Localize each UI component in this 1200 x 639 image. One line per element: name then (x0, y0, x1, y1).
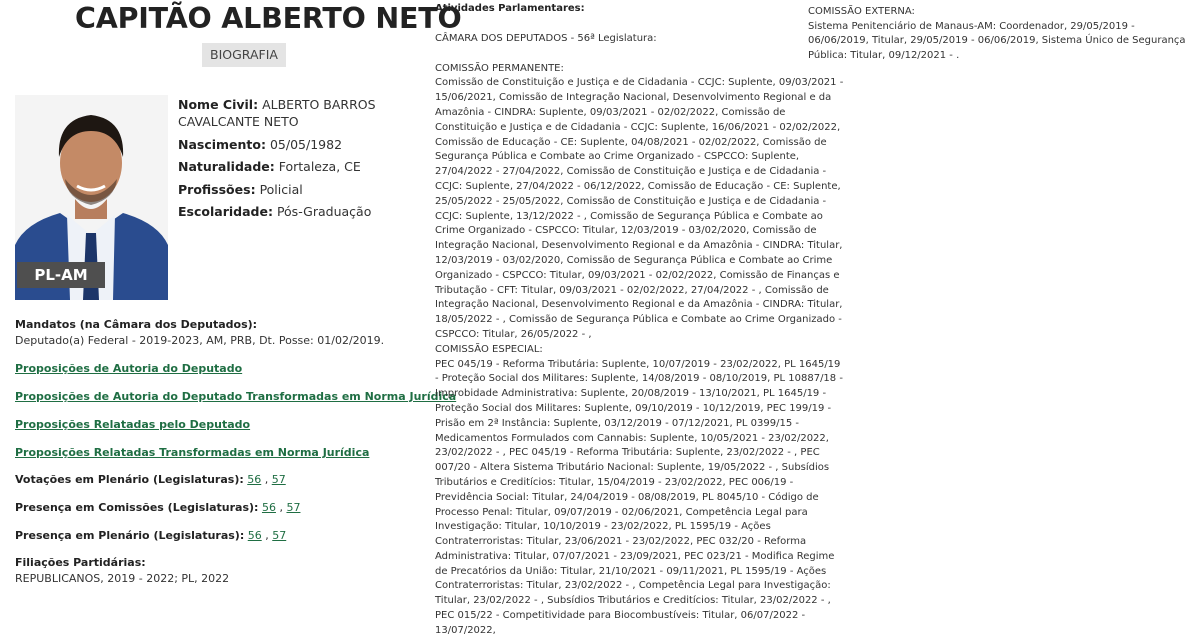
biografia-badge: BIOGRAFIA (202, 43, 286, 67)
camara-legislatura: CÂMARA DOS DEPUTADOS - 56ª Legislatura: (435, 32, 657, 44)
comissao-externa-text: Sistema Penitenciário de Manaus-AM: Coordenador, 29/05/2019 - 06/06/2019, Titular, 29/05/2019 - 06/06/2019, Sistema Único de Segurança Pública: Titular, 09/12/2021 - . (808, 20, 1186, 61)
comissao-permanente-label: COMISSÃO PERMANENTE: (435, 62, 564, 74)
personal-info (178, 96, 423, 226)
link-proposicoes-autoria-norma[interactable]: Proposições de Autoria do Deputado Transformadas em Norma Jurídica (15, 390, 457, 403)
mandatos-value: Deputado(a) Federal - 2019-2023, AM, PRB, Dt. Posse: 01/02/2019. (15, 334, 385, 347)
presenca-plenario-label: Presença em Plenário (Legislaturas): (15, 529, 245, 542)
presenca-plenario-link-57[interactable]: 57 (272, 529, 287, 542)
votacoes-link-56[interactable]: 56 (247, 473, 262, 486)
filiacoes-label: Filiações Partidárias: (15, 556, 146, 569)
presenca-comissoes-label: Presença em Comissões (Legislaturas): (15, 501, 259, 514)
nome-civil-value: ALBERTO BARROS CAVALCANTE NETO (178, 97, 376, 129)
profissoes-label: Profissões: (178, 181, 256, 197)
presenca-plenario-row: Presença em Plenário (Legislaturas): 56 , 57 (15, 529, 287, 542)
nascimento-value: 05/05/1982 (269, 136, 343, 152)
comissao-externa-section (808, 5, 1193, 63)
link-proposicoes-autoria[interactable]: Proposições de Autoria do Deputado (15, 362, 243, 375)
naturalidade-label: Naturalidade: (178, 159, 275, 174)
link-proposicoes-relatadas[interactable]: Proposições Relatadas pelo Deputado (15, 418, 251, 431)
presenca-comissoes-link-57[interactable]: 57 (286, 501, 301, 514)
nascimento-label: Nascimento: (178, 136, 266, 152)
presenca-comissoes-row: Presença em Comissões (Legislaturas): 56 , 57 (15, 501, 301, 514)
comissao-externa-label: COMISSÃO EXTERNA: (808, 6, 915, 17)
deputy-name: CAPITÃO ALBERTO NETO (75, 2, 462, 35)
atividades-title: Atividades Parlamentares: (435, 3, 585, 14)
comissao-especial-label: COMISSÃO ESPECIAL: (435, 343, 543, 355)
escolaridade-value: Pós-Graduação (276, 204, 372, 219)
comissao-permanente-text: Comissão de Constituição e Justiça e de Cidadania - CCJC: Suplente, 09/03/2021 - 15/06/2021, Comissão de Integração Nacional, Desenvolvimento Regional e da Amazônia - CINDRA: Suplente, 09/03/2021 - 02/02/2022, Comissão de Constituição e Justiça e de Cidadania - CCJC: Suplente, 16/06/2021 - 02/02/2022, Comissão de Educação - CE: Suplente, 04/08/2021 - 02/02/2022, Comissão de Segurança Pública e Combate ao Crime Organizado - CSPCCO: Suplente, 27/04/2022 - 27/04/2022, Comissão de Constituição e Justiça e de Cidadania - CCJC: Suplente, 27/04/2022 - 06/12/2022, Comissão de Educação - CE: Suplente, 25/05/2022 - 25/05/2022, Comissão de Constituição e Justiça e de Cidadania - CCJC: Suplente, 13/12/2022 - , Comissão de Segurança Pública e Combate ao Crime Organizado - CSPCCO: Titular, 12/03/2019 - 03/02/2020, Comissão de Integração Nacional, Desenvolvimento Regional e da Amazônia - CINDRA: Titular, 12/03/2019 - 03/02/2020, Comissão de Segurança Pública e Combate ao Crime Organizado - CSPCCO: Titular, 09/03/2021 - 02/02/2022, Comissão de Finanças e Tributação - CFT: Titular, 09/03/2021 - 02/02/2022, 27/04/2022 - , Comissão de Integração Nacional, Desenvolvimento Regional e da Amazônia - CINDRA: Titular, 18/05/2022 - , Comissão de Segurança Pública e Combate ao Crime Organizado - CSPCCO: Titular, 26/05/2022 - , (435, 77, 844, 340)
filiacoes-value: REPUBLICANOS, 2019 - 2022; PL, 2022 (15, 572, 230, 585)
mandatos-label: Mandatos (na Câmara dos Deputados): (15, 318, 258, 331)
votacoes-row: Votações em Plenário (Legislaturas): 56 , 57 (15, 473, 286, 486)
party-badge: PL-AM (17, 262, 105, 288)
votacoes-label: Votações em Plenário (Legislaturas): (15, 473, 244, 486)
votacoes-link-57[interactable]: 57 (271, 473, 286, 486)
nome-civil-label: Nome Civil: (178, 97, 259, 112)
escolaridade-label: Escolaridade: (178, 204, 273, 219)
atividades-section (435, 2, 847, 639)
naturalidade-value: Fortaleza, CE (278, 159, 361, 174)
presenca-plenario-link-56[interactable]: 56 (247, 529, 262, 542)
comissao-especial-text: PEC 045/19 - Reforma Tributária: Suplente, 10/07/2019 - 23/02/2022, PL 1645/19 - Proteção Social dos Militares: Suplente, 14/08/2019 - 08/10/2019, PL 10887/18 - Improbidade Administrativa: Suplente, 20/08/2019 - 13/10/2021, PL 1645/19 - Proteção Social dos Militares: Suplente, 09/10/2019 - 10/12/2019, PEC 199/19 - Prisão em 2ª Instância: Suplente, 03/12/2019 - 07/12/2021, PL 0399/15 - Medicamentos Formulados com Cannabis: Suplente, 10/05/2021 - 23/02/2022, 23/02/2022 - , PEC 045/19 - Reforma Tributária: Suplente, 23/02/2022 - , PEC 007/20 - Altera Sistema Tributário Nacional: Suplente, 19/05/2022 - , Subsídios Tributários e Creditícios: Titular, 15/04/2019 - 23/02/2022, PEC 006/19 - Previdência Social: Titular, 24/04/2019 - 08/08/2019, PL 8045/10 - Código de Processo Penal: Titular, 09/07/2019 - 02/06/2021, Competência Legal para Investigação: Titular, 10/10/2019 - 23/02/2022, PL 1595/19 - Ações Contraterroristas: Titular, 23/06/2021 - 23/02/2022, PEC 032/20 - Reforma Administrativa: Titular, 07/07/2021 - 23/09/2021, PEC 023/21 - Modifica Regime de Precatórios da União: Titular, 21/10/2021 - 09/11/2021, PL 1595/19 - Ações Contraterroristas: Titular, 23/02/2022 - , Competência Legal para Investigação: Titular, 23/02/2022 - , Subsídios Tributários e Creditícios: Titular, 23/02/2022 - , PEC 015/22 - Competitividade para Biocombustíveis: Titular, 06/07/2022 - 13/07/2022, (435, 358, 843, 636)
link-proposicoes-relatadas-norma[interactable]: Proposições Relatadas Transformadas em Norma Jurídica (15, 446, 370, 459)
profissoes-value: Policial (259, 181, 303, 197)
presenca-comissoes-link-56[interactable]: 56 (261, 501, 276, 514)
